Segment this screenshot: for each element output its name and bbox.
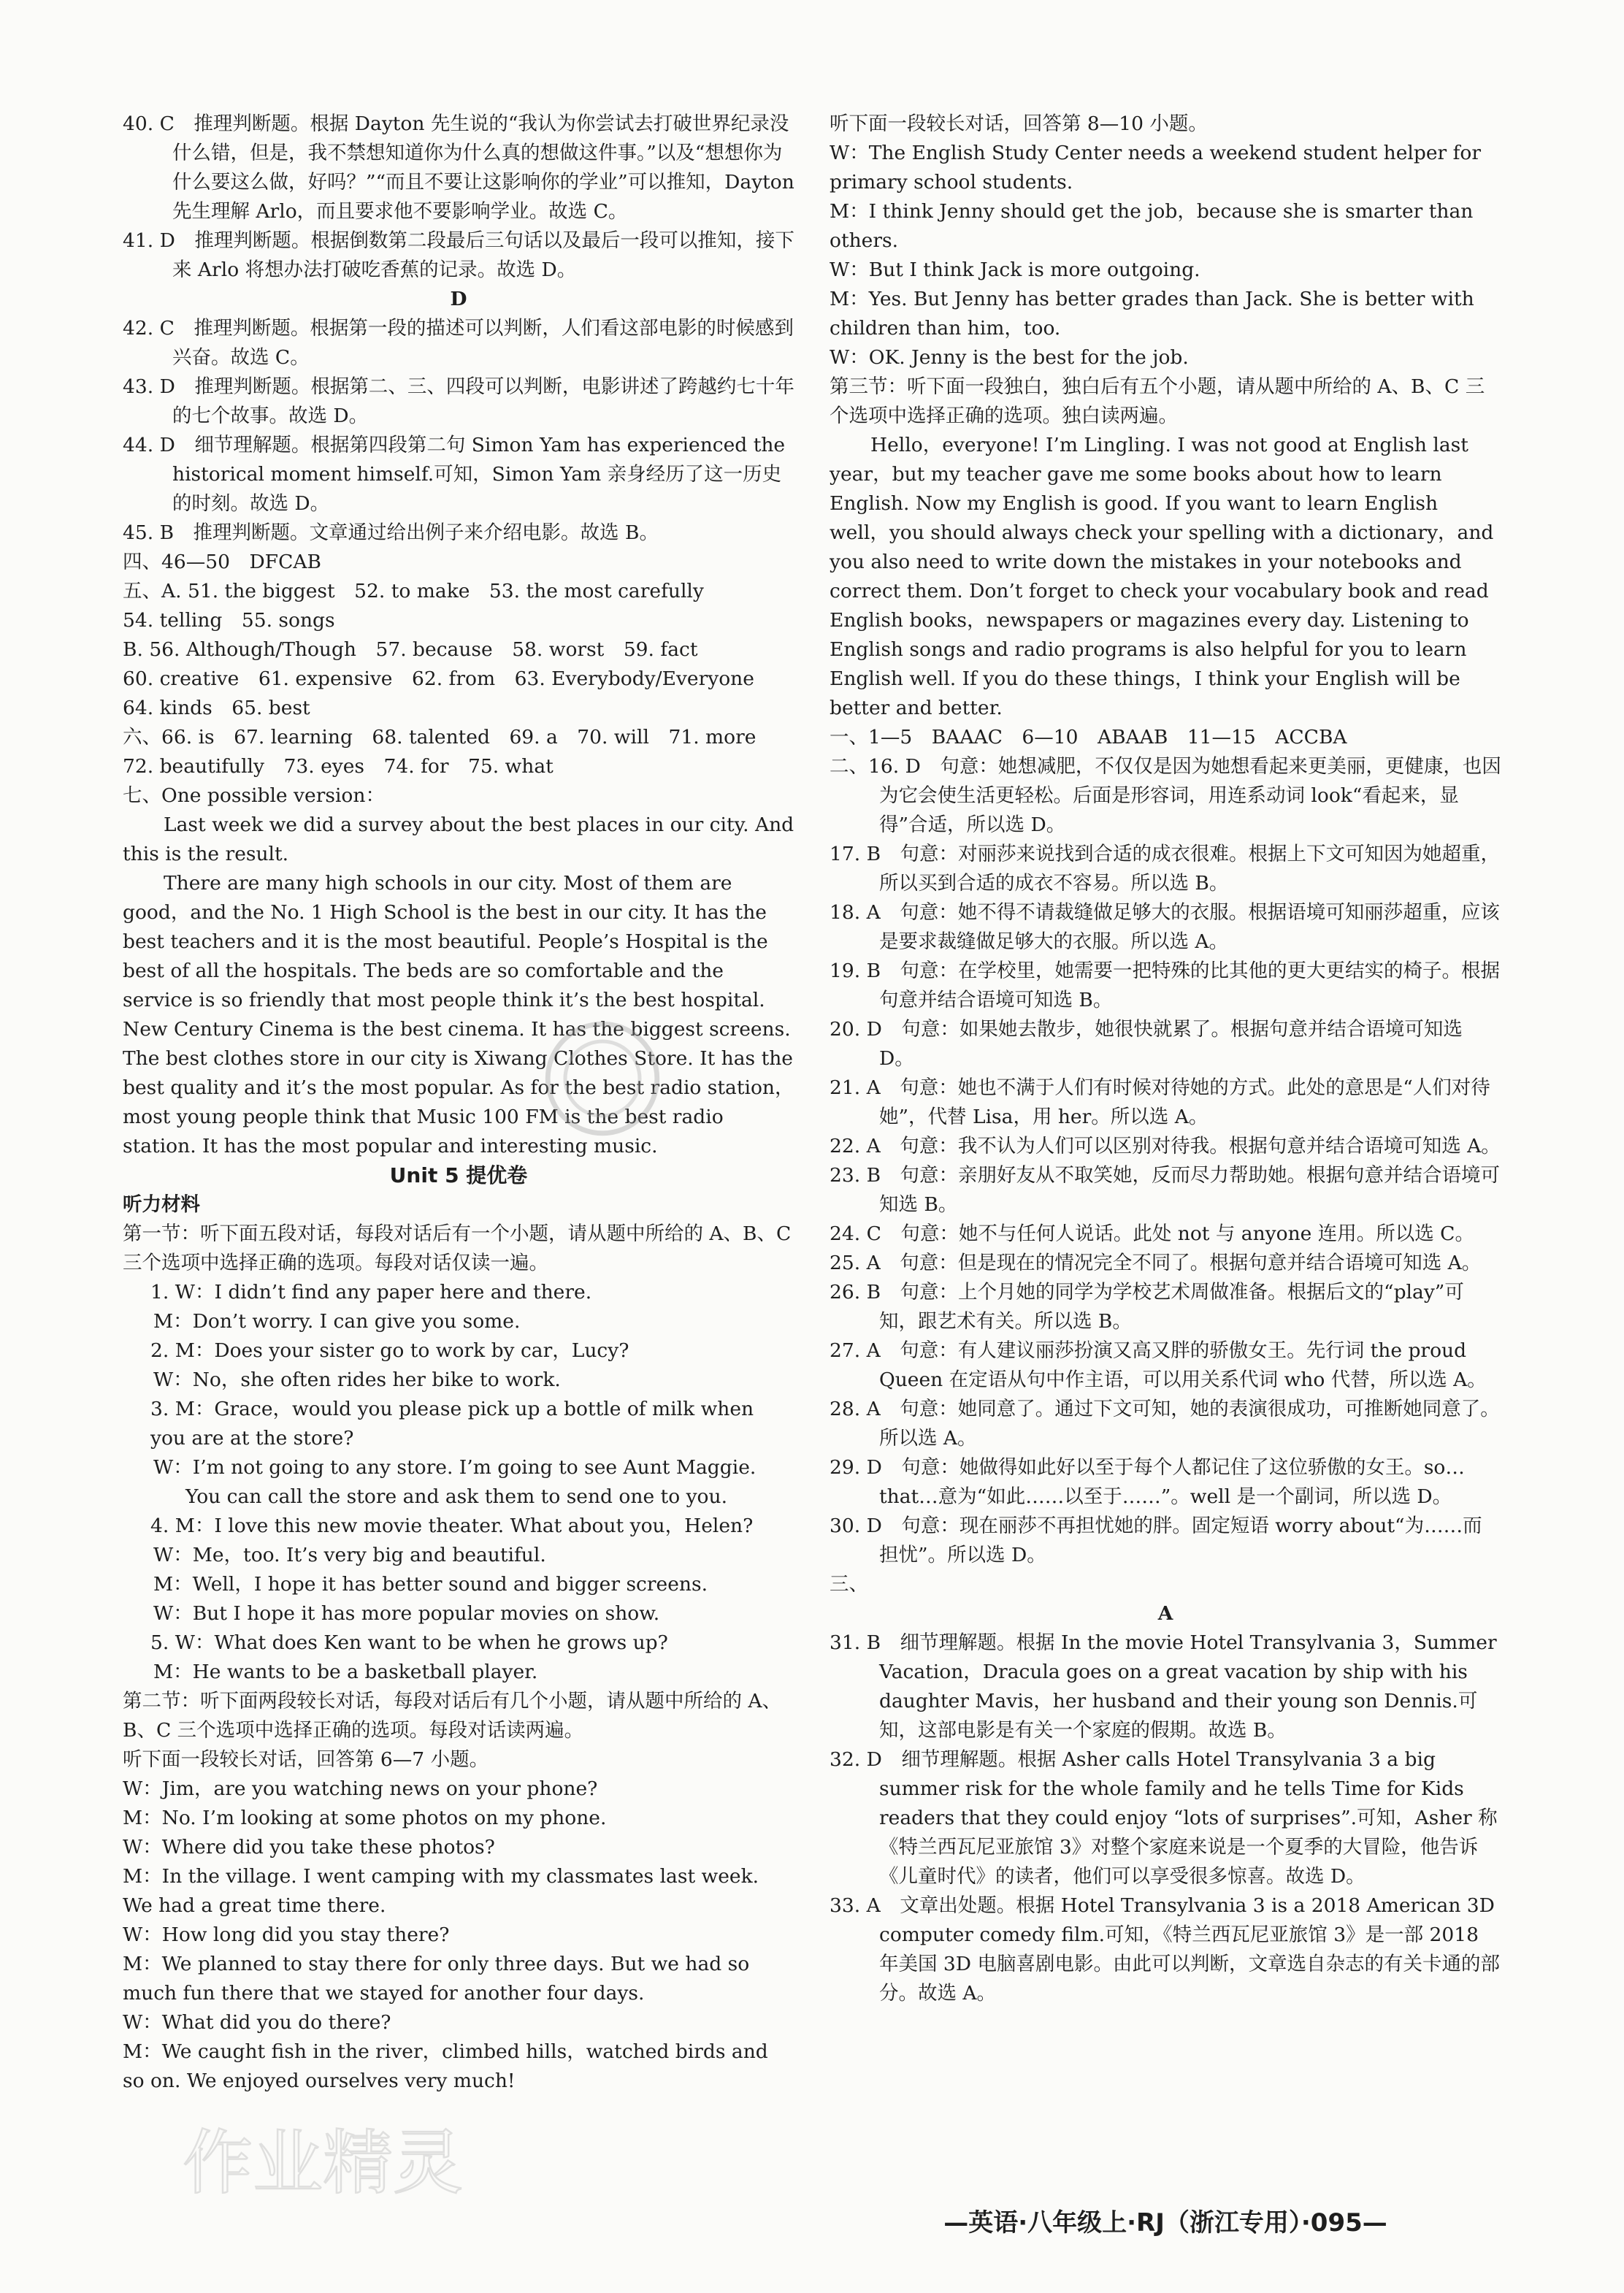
svg-text:作业精灵: 作业精灵 <box>183 2122 463 2204</box>
conversation-line: W：How long did you stay there? <box>123 1923 450 1946</box>
dialogue-line: W：But I hope it has more popular movies on show. <box>153 1602 660 1625</box>
answer-22: 22. A 句意：我不认为人们可以区别对待我。根据句意并结合语境可知选 A。 <box>830 1135 1501 1157</box>
answer-29: 29. D 句意：她做得如此好以至于每个人都记住了这位骄傲的女王。so…that…意为“如此……以至于……”。well 是一个副词，所以选 D。 <box>830 1456 1465 1508</box>
listening-part-2-intro: 听下面一段较长对话，回答第 6—7 小题。 <box>123 1748 489 1771</box>
conversation-line: M：We caught fish in the river，climbed hills，watched birds and so on. We enjoyed ourselves very much! <box>123 2040 768 2092</box>
section-5a-answers: 五、A. 51. the biggest 52. to make 53. the most carefully <box>123 580 704 602</box>
listening-part-3: 第三节：听下面一段独白，独白后有五个小题，请从题中所给的 A、B、C 三个选项中选择正确的选项。独白读两遍。 <box>830 375 1485 427</box>
answer-43: 43. D 推理判断题。根据第二、三、四段可以判断，电影讲述了跨越约七十年的七个故事。故选 D。 <box>123 375 794 427</box>
left-column <box>123 110 794 2096</box>
conversation-line: W：OK. Jenny is the best for the job. <box>830 346 1189 369</box>
page-footer: —英语·八年级上·RJ（浙江专用）·095— <box>943 2208 1387 2238</box>
section-6-answers: 六、66. is 67. learning 68. talented 69. a 70. will 71. more <box>123 726 757 749</box>
answer-31: 31. B 细节理解题。根据 In the movie Hotel Transylvania 3，Summer Vacation，Dracula goes on a great vacation by ship with his daughter Mavis，her husband and their young son Dennis.可知，这部电影是有关一个家庭的假期。故选 B。 <box>830 1631 1497 1742</box>
dialogue-line: M：Don’t worry. I can give you some. <box>153 1310 521 1333</box>
conversation-line: M：I think Jenny should get the job，because she is smarter than others. <box>830 200 1474 252</box>
dialogue-line: W：I’m not going to any store. I’m going to see Aunt Maggie. You can call the store and ask them to send one to you. <box>153 1456 757 1508</box>
answer-24: 24. C 句意：她不与任何人说话。此处 not 与 anyone 连用。所以选 C。 <box>830 1222 1474 1245</box>
listening-title: 听力材料 <box>123 1193 200 1216</box>
answer-27: 27. A 句意：有人建议丽莎扮演又高又胖的骄傲女王。先行词 the proud Queen 在定语从句中作主语，可以用关系代词 who 代替，所以选 A。 <box>830 1339 1487 1391</box>
answer-44: 44. D 细节理解题。根据第四段第二句 Simon Yam has experienced the historical moment himself.可知，Simon Yam 亲身经历了这一历史的时刻。故选 D。 <box>123 434 786 515</box>
right-column <box>830 110 1501 2008</box>
answer-26: 26. B 句意：上个月她的同学为学校艺术周做准备。根据后文的“play”可知，跟艺术有关。所以选 B。 <box>830 1281 1464 1333</box>
unit-title: Unit 5 提优卷 <box>389 1163 528 1187</box>
answer-16: 二、16. D 句意：她想减肥，不仅仅是因为她想看起来更美丽，更健康，也因为它会使生活更轻松。后面是形容词，用连系动词 look“看起来，显得”合适，所以选 D。 <box>830 755 1501 836</box>
answer-19: 19. B 句意：在学校里，她需要一把特殊的比其他的更大更结实的椅子。根据句意并结合语境可知选 B。 <box>830 960 1501 1011</box>
dialogue-line: 2. M：Does your sister go to work by car，Lucy? <box>150 1339 629 1362</box>
conversation-line: M：No. I’m looking at some photos on my phone. <box>123 1807 607 1829</box>
section-a-heading: A <box>1157 1602 1173 1625</box>
essay-paragraph-2: There are many high schools in our city. Most of them are good，and the No. 1 High School is the best in our city. It has the best teachers and it is the most beautiful. People’s Hospital is the best of all the hospitals. The beds are so comfortable and the service is so friendly that most people think it’s the best hospital. New Century Cinema is the best cinema. It has the biggest screens. The best clothes store in our city is Xiwang Clothes Store. It has the best quality and it’s the most popular. As for the best radio station，most young people think that Music 100 FM is the best radio station. It has the most popular and interesting music. <box>123 872 794 1157</box>
dialogue-line: 4. M：I love this new movie theater. What about you，Helen? <box>150 1515 754 1537</box>
answer-33: 33. A 文章出处题。根据 Hotel Transylvania 3 is a 2018 American 3D computer comedy film.可知，《特兰西瓦尼亚旅馆 3》是一部 2018 年美国 3D 电脑喜剧电影。由此可以判断，文章选自杂志的有关卡通的部分。故选 A。 <box>830 1894 1500 2005</box>
section-5b-answers: B. 56. Although/Though 57. because 58. worst 59. fact <box>123 638 698 661</box>
essay-paragraph-1: Last week we did a survey about the best places in our city. And this is the result. <box>123 814 794 865</box>
listening-part-1: 第一节：听下面五段对话，每段对话后有一个小题，请从题中所给的 A、B、C 三个选项中选择正确的选项。每段对话仅读一遍。 <box>123 1222 792 1274</box>
conversation-line: M：In the village. I went camping with my classmates last week. We had a great time there. <box>123 1865 759 1917</box>
watermark-emblem <box>540 1017 664 1141</box>
answer-41: 41. D 推理判断题。根据倒数第二段最后三句话以及最后一段可以推知，接下来 Arlo 将想办法打破吃香蕉的记录。故选 D。 <box>123 229 794 281</box>
answer-25: 25. A 句意：但是现在的情况完全不同了。根据句意并结合语境可知选 A。 <box>830 1252 1482 1274</box>
listening-part-2: 第二节：听下面两段较长对话，每段对话后有几个小题，请从题中所给的 A、B、C 三个选项中选择正确的选项。每段对话读两遍。 <box>123 1690 782 1742</box>
section-6-answers-cont: 72. beautifully 73. eyes 74. for 75. what <box>123 755 554 778</box>
conversation-line: W：The English Study Center needs a weekend student helper for primary school students. <box>830 142 1482 194</box>
answer-23: 23. B 句意：亲朋好友从不取笑她，反而尽力帮助她。根据句意并结合语境可知选 B。 <box>830 1164 1501 1216</box>
conversation-line: W：What did you do there? <box>123 2011 391 2034</box>
conversation-line: M：We planned to stay there for only three days. But we had so much fun there that we stayed for another four days. <box>123 1953 750 2005</box>
answer-21: 21. A 句意：她也不满于人们有时候对待她的方式。此处的意思是“人们对待她”，代替 Lisa，用 her。所以选 A。 <box>830 1076 1490 1128</box>
watermark-logo <box>175 2110 555 2213</box>
answer-28: 28. A 句意：她同意了。通过下文可知，她的表演很成功，可推断她同意了。所以选 A。 <box>830 1398 1500 1450</box>
conversation-line: W：Jim，are you watching news on your phone? <box>123 1777 598 1800</box>
answer-32: 32. D 细节理解题。根据 Asher calls Hotel Transylvania 3 a big summer risk for the whole family and he tells Time for Kids readers that they could enjoy “lots of surprises”.可知，Asher 称《特兰西瓦尼亚旅馆 3》对整个家庭来说是一个夏季的大冒险，他告诉《儿童时代》的读者，他们可以享受很多惊喜。故选 D。 <box>830 1748 1498 1888</box>
answer-20: 20. D 句意：如果她去散步，她很快就累了。根据句意并结合语境可知选 D。 <box>830 1018 1463 1070</box>
section-4-answers: 四、46—50 DFCAB <box>123 551 321 573</box>
section-d-heading: D <box>450 288 467 310</box>
section-5b-answers-end: 64. kinds 65. best <box>123 697 310 719</box>
monologue: Hello，everyone! I’m Lingling. I was not good at English last year，but my teacher gave me some books about how to learn English. Now my English is good. If you want to learn English well，you should always check your spelling with a dictionary，and you also need to write down the mistakes in your notebooks and correct them. Don’t forget to check your vocabulary book and read English books，newspapers or magazines every day. Listening to English songs and radio programs is also helpful for you to learn English well. If you do these things，I think your English will be better and better. <box>830 434 1494 719</box>
section-5a-answers-cont: 54. telling 55. songs <box>123 609 335 632</box>
section-1-answers: 一、1—5 BAAAC 6—10 ABAAB 11—15 ACCBA <box>830 726 1347 749</box>
listening-part-2-intro-2: 听下面一段较长对话，回答第 8—10 小题。 <box>830 112 1208 135</box>
answer-42: 42. C 推理判断题。根据第一段的描述可以判断，人们看这部电影的时候感到兴奋。故选 C。 <box>123 317 794 369</box>
answer-17: 17. B 句意：对丽莎来说找到合适的成衣很难。根据上下文可知因为她超重，所以买到合适的成衣不容易。所以选 B。 <box>830 843 1501 895</box>
answer-30: 30. D 句意：现在丽莎不再担忧她的胖。固定短语 worry about“为……而担忧”。所以选 D。 <box>830 1515 1482 1566</box>
dialogue-line: W：Me，too. It’s very big and beautiful. <box>153 1544 546 1566</box>
dialogue-line: W：No，she often rides her bike to work. <box>153 1368 561 1391</box>
section-5b-answers-cont: 60. creative 61. expensive 62. from 63. Everybody/Everyone <box>123 667 754 690</box>
conversation-line: W：Where did you take these photos? <box>123 1836 495 1858</box>
dialogue-line: M：He wants to be a basketball player. <box>153 1661 538 1683</box>
dialogue-line: 5. W：What does Ken want to be when he grows up? <box>150 1631 668 1654</box>
answer-40: 40. C 推理判断题。根据 Dayton 先生说的“我认为你尝试去打破世界纪录没什么错，但是，我不禁想知道你为什么真的想做这件事。”以及“想想你为什么要这么做，好吗？”“而且不要让这影响你的学业”可以推知，Dayton 先生理解 Arlo，而且要求他不要影响学业。故选 C。 <box>123 112 794 223</box>
answer-45: 45. B 推理判断题。文章通过给出例子来介绍电影。故选 B。 <box>123 521 659 544</box>
dialogue-line: 3. M：Grace，would you please pick up a bottle of milk when you are at the store? <box>150 1398 754 1450</box>
dialogue-line: 1. W：I didn’t find any paper here and there. <box>150 1281 592 1304</box>
section-3-heading: 三、 <box>830 1573 868 1596</box>
conversation-line: W：But I think Jack is more outgoing. <box>830 259 1200 281</box>
section-7-heading: 七、One possible version： <box>123 784 385 807</box>
conversation-line: M：Yes. But Jenny has better grades than Jack. She is better with children than him，too. <box>830 288 1474 340</box>
dialogue-line: M：Well，I hope it has better sound and bigger screens. <box>153 1573 708 1596</box>
answer-18: 18. A 句意：她不得不请裁缝做足够大的衣服。根据语境可知丽莎超重，应该是要求裁缝做足够大的衣服。所以选 A。 <box>830 901 1500 953</box>
